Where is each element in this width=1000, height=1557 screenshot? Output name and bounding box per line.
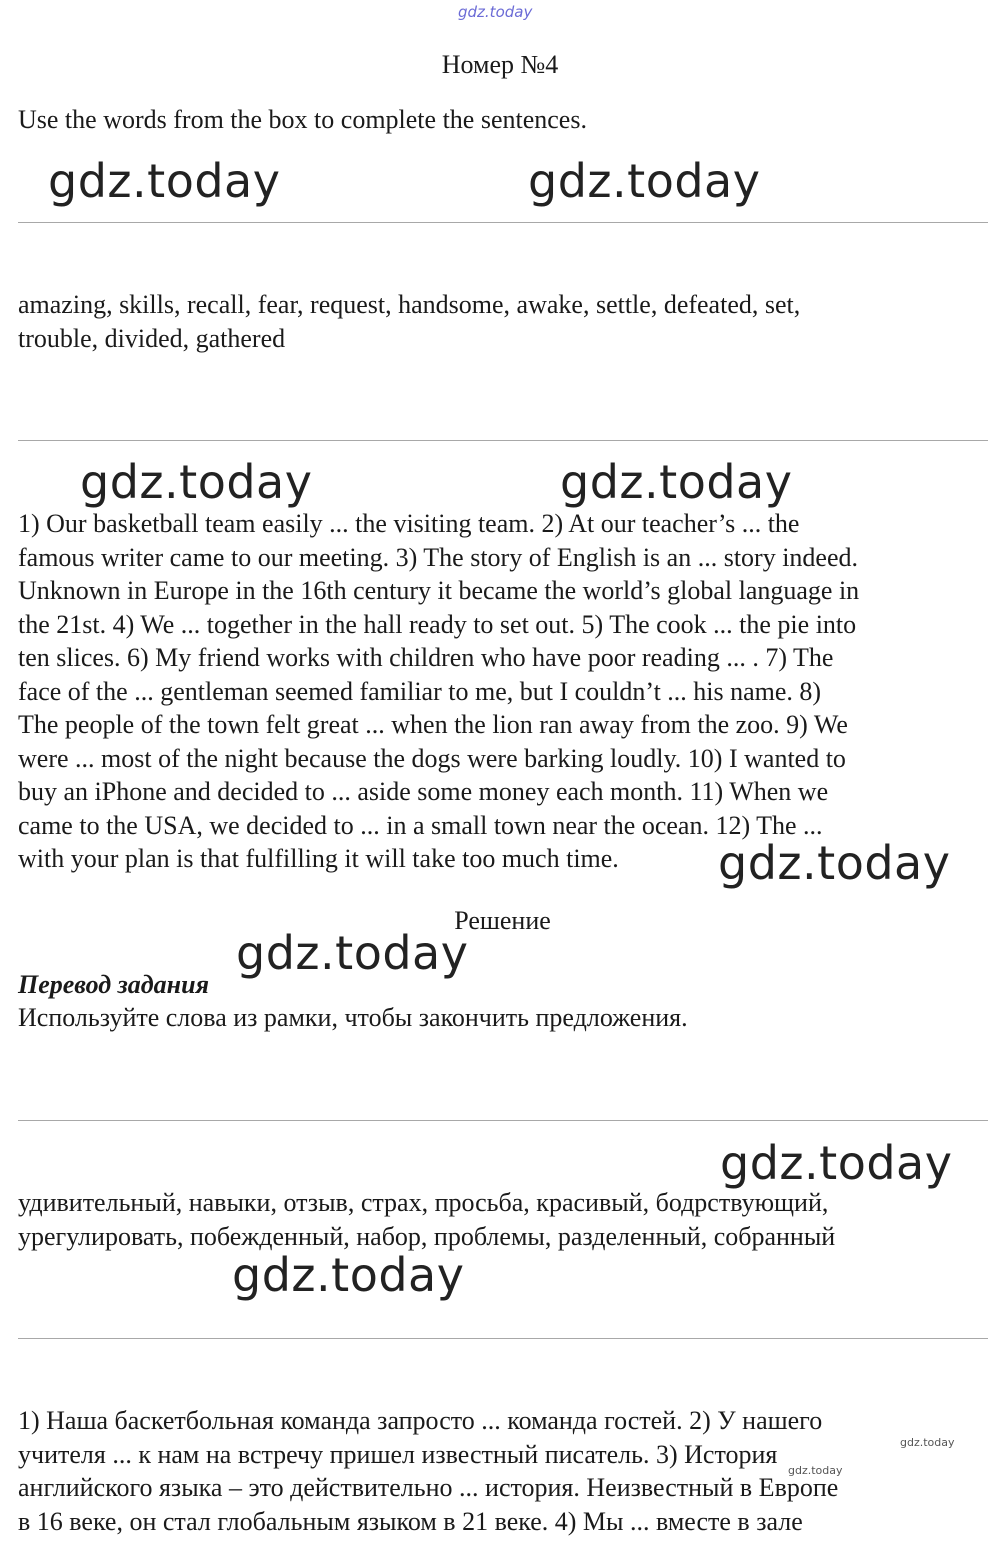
- translation-instruction: Используйте слова из рамки, чтобы закончить предложения.: [18, 1003, 688, 1032]
- watermark-small: gdz.today: [900, 1436, 955, 1449]
- word-box: amazing, skills, recall, fear, request, handsome, awake, settle, defeated, set, trouble, divided, gathered: [18, 290, 801, 353]
- translated-word-box: удивительный, навыки, отзыв, страх, просьба, красивый, бодрствующий, урегулировать, побежденный, набор, проблемы, разделенный, собранный: [18, 1188, 836, 1251]
- watermark-text: gdz.today: [528, 154, 761, 208]
- watermark-text: gdz.today: [48, 154, 281, 208]
- solution-heading: Решение: [454, 906, 551, 935]
- header-watermark: gdz.today: [458, 3, 533, 21]
- watermark-text: gdz.today: [718, 836, 951, 890]
- watermark-text: gdz.today: [720, 1136, 953, 1190]
- watermark-text: gdz.today: [236, 926, 469, 980]
- translation-heading: Перевод задания: [18, 970, 209, 999]
- page-title: Номер №4: [441, 50, 559, 79]
- watermark-text: gdz.today: [560, 455, 793, 509]
- box-bottom-rule-translation: [18, 1338, 988, 1339]
- watermark-text: gdz.today: [80, 455, 313, 509]
- box-top-rule: [18, 222, 988, 223]
- task-instruction: Use the words from the box to complete the sentences.: [18, 105, 587, 134]
- translated-sentences: 1) Наша баскетбольная команда запросто ... команда гостей. 2) У нашего учителя ... к нам на встречу пришел известный писатель. 3) История английского языка – это действительно ... история. Неизвестный в Европе в 16 веке, он стал глобальным языком в 21 веке. 4) Мы ... вместе в зале: [18, 1406, 839, 1536]
- exercise-sentences: 1) Our basketball team easily ... the visiting team. 2) At our teacher’s ... the famous writer came to our meeting. 3) The story of English is an ... story indeed. Unknown in Europe in the 16th century it became the world’s global language in the 21st. 4) We ... together in the hall ready to set out. 5) The cook ... the pie into ten slices. 6) My friend works with children who have poor reading ... . 7) The face of the ... gentleman seemed familiar to me, but I couldn’t ... his name. 8) The people of the town felt great ... when the lion ran away from the zoo. 9) We were ... most of the night because the dogs were barking loudly. 10) I wanted to buy an iPhone and decided to ... aside some money each month. 11) When we came to the USA, we decided to ... in a small town near the ocean. 12) The ... with your plan is that fulfilling it will take too much time.: [18, 509, 860, 873]
- watermark-text: gdz.today: [232, 1248, 465, 1302]
- box-top-rule-translation: [18, 1120, 988, 1121]
- watermark-small: gdz.today: [788, 1464, 843, 1477]
- box-bottom-rule: [18, 440, 988, 441]
